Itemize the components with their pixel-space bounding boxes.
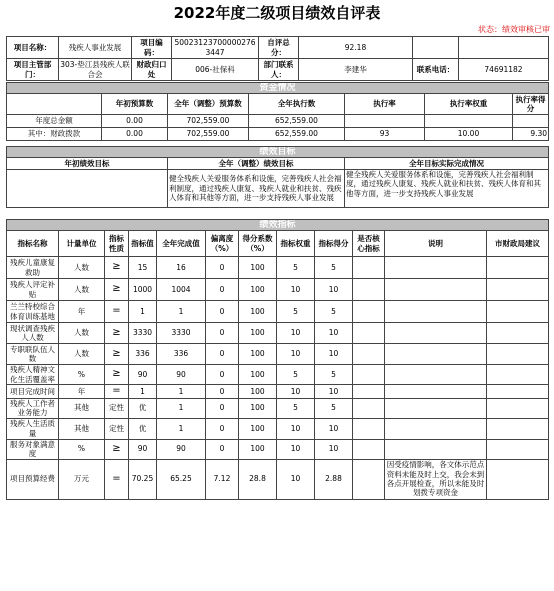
- funds-header: 执行率得分: [513, 94, 549, 115]
- indicator-header: 市财政局建议: [487, 231, 549, 257]
- table-row: [7, 323, 549, 344]
- table-row: [7, 257, 549, 279]
- funds-section-header: 资金情况: [7, 83, 549, 94]
- indicator-score: 10: [315, 418, 353, 439]
- indicator-score: 5: [315, 257, 353, 279]
- indicator-weight: 10: [277, 459, 315, 499]
- indicator-core: [353, 279, 385, 301]
- indicator-name: 兰兰特校综合体育训练基地: [7, 301, 59, 323]
- indicator-dev: 0: [206, 439, 239, 459]
- indicator-header: 说明: [385, 231, 487, 257]
- table-row: [7, 115, 549, 128]
- indicator-name: 残疾人评定补贴: [7, 279, 59, 301]
- funds-row-label: 其中：财政拨款: [7, 128, 102, 141]
- indicator-dev: 0: [206, 257, 239, 279]
- indicator-score: 5: [315, 365, 353, 385]
- indicator-core: [353, 301, 385, 323]
- indicator-header: 得分系数（%）: [239, 231, 277, 257]
- indicator-unit: 人数: [59, 323, 105, 344]
- indicator-score: 10: [315, 323, 353, 344]
- indicator-coef: 100: [239, 323, 277, 344]
- indicator-score: 10: [315, 439, 353, 459]
- indicator-coef: 100: [239, 439, 277, 459]
- indicator-core: [353, 439, 385, 459]
- funds-cell: 702,559.00: [168, 128, 249, 141]
- goal-actual: 健全残疾人关爱服务体系和设施，完善残疾人社会福利制度，通过残疾人康复、残疾人就业和扶贫、残疾人体育和其他等方面，进一步支持残疾人事业发展: [345, 170, 549, 208]
- indicator-note: [385, 323, 487, 344]
- indicator-note: [385, 301, 487, 323]
- indicator-nature: =: [105, 385, 129, 399]
- indicator-name: 服务对象满意度: [7, 439, 59, 459]
- indicator-name: 残疾儿童康复救助: [7, 257, 59, 279]
- indicator-header: 全年完成值: [157, 231, 206, 257]
- phone-label: 联系电话：: [413, 59, 459, 81]
- indicator-done: 90: [157, 439, 206, 459]
- indicators-section-header: 绩效指标: [7, 220, 549, 231]
- status-label: 状态：绩效审核已审: [478, 25, 550, 34]
- indicator-done: 1: [157, 385, 206, 399]
- indicator-unit: 人数: [59, 257, 105, 279]
- indicator-done: 1004: [157, 279, 206, 301]
- funds-cell: 0.00: [102, 115, 168, 128]
- indicator-unit: 年: [59, 385, 105, 399]
- indicator-value: 优: [129, 398, 157, 418]
- indicator-nature: ≥: [105, 257, 129, 279]
- indicator-unit: 人数: [59, 344, 105, 365]
- indicator-value: 70.25: [129, 459, 157, 499]
- indicator-core: [353, 323, 385, 344]
- indicator-header: 是否核心指标: [353, 231, 385, 257]
- indicator-coef: 28.8: [239, 459, 277, 499]
- indicator-note: [385, 257, 487, 279]
- indicator-value: 优: [129, 418, 157, 439]
- indicator-core: [353, 398, 385, 418]
- indicator-header: 指标权重: [277, 231, 315, 257]
- project-name-label: 项目名称：: [7, 37, 59, 59]
- indicator-value: 336: [129, 344, 157, 365]
- funds-header: 全年执行数: [249, 94, 345, 115]
- indicator-note: [385, 344, 487, 365]
- funds-header: 全年（调整）预算数: [168, 94, 249, 115]
- indicator-dev: 0: [206, 323, 239, 344]
- funds-cell: 652,559.00: [249, 115, 345, 128]
- funds-cell: [425, 115, 513, 128]
- indicator-coef: 100: [239, 418, 277, 439]
- indicator-nature: ≥: [105, 279, 129, 301]
- indicator-dev: 0: [206, 344, 239, 365]
- indicator-weight: 5: [277, 257, 315, 279]
- self-score-label: 自评总分：: [259, 37, 299, 59]
- indicator-coef: 100: [239, 385, 277, 399]
- phone: 74691182: [459, 59, 549, 81]
- table-row: [7, 439, 549, 459]
- indicator-weight: 10: [277, 323, 315, 344]
- indicator-nature: ≥: [105, 439, 129, 459]
- indicator-core: [353, 344, 385, 365]
- indicator-done: 1: [157, 398, 206, 418]
- contact-label: 部门联系人：: [259, 59, 299, 81]
- indicator-coef: 100: [239, 398, 277, 418]
- indicator-dev: 0: [206, 418, 239, 439]
- indicator-note: [385, 439, 487, 459]
- indicator-weight: 5: [277, 301, 315, 323]
- indicator-coef: 100: [239, 279, 277, 301]
- table-row: [7, 385, 549, 399]
- indicator-score: 2.88: [315, 459, 353, 499]
- goals-table: [6, 146, 549, 208]
- indicator-done: 1: [157, 301, 206, 323]
- indicator-coef: 100: [239, 365, 277, 385]
- goal-initial: [7, 170, 168, 208]
- table-row: [7, 279, 549, 301]
- finance: 006-社保科: [172, 59, 259, 81]
- funds-cell: 93: [345, 128, 425, 141]
- indicators-table: [6, 219, 549, 500]
- dept: 303-垫江县残疾人联合会: [60, 60, 130, 79]
- indicator-advice: [487, 257, 549, 279]
- finance-label: 财政归口处: [132, 59, 172, 81]
- goals-header: 全年（调整）绩效目标: [168, 158, 345, 170]
- indicator-coef: 100: [239, 301, 277, 323]
- indicator-core: [353, 257, 385, 279]
- indicator-advice: [487, 344, 549, 365]
- indicator-dev: 0: [206, 365, 239, 385]
- indicator-advice: [487, 323, 549, 344]
- indicator-name: 项目完成时间: [7, 385, 59, 399]
- indicator-name: 专职联队伍人数: [7, 344, 59, 365]
- indicator-header: 指标名称: [7, 231, 59, 257]
- indicator-value: 1: [129, 385, 157, 399]
- indicator-note: [385, 385, 487, 399]
- indicator-note: [385, 398, 487, 418]
- indicator-value: 90: [129, 439, 157, 459]
- funds-cell: 10.00: [425, 128, 513, 141]
- indicator-nature: ≥: [105, 323, 129, 344]
- indicator-note: 因受疫情影响，各文体示范点资料未能及时上交，我会未到各点开展检查，所以未能及时划拨专项资金: [385, 459, 487, 499]
- indicator-advice: [487, 301, 549, 323]
- goals-header: 年初绩效目标: [7, 158, 168, 170]
- funds-header: 执行率: [345, 94, 425, 115]
- indicator-done: 90: [157, 365, 206, 385]
- indicator-value: 15: [129, 257, 157, 279]
- indicator-weight: 10: [277, 418, 315, 439]
- indicator-unit: 其他: [59, 398, 105, 418]
- indicator-note: [385, 418, 487, 439]
- indicator-weight: 5: [277, 365, 315, 385]
- indicator-done: 65.25: [157, 459, 206, 499]
- indicator-value: 90: [129, 365, 157, 385]
- indicator-done: 3330: [157, 323, 206, 344]
- table-row: [7, 301, 549, 323]
- table-row: [7, 459, 549, 499]
- indicator-score: 5: [315, 398, 353, 418]
- project-code: 500231237000002763447: [172, 37, 259, 59]
- indicator-advice: [487, 365, 549, 385]
- indicator-done: 336: [157, 344, 206, 365]
- indicator-nature: =: [105, 459, 129, 499]
- indicator-dev: 0: [206, 279, 239, 301]
- indicator-score: 10: [315, 385, 353, 399]
- indicator-score: 10: [315, 279, 353, 301]
- table-row: [7, 344, 549, 365]
- indicator-value: 1: [129, 301, 157, 323]
- indicator-header: 偏离度（%）: [206, 231, 239, 257]
- table-row: [7, 398, 549, 418]
- indicator-core: [353, 385, 385, 399]
- indicator-score: 5: [315, 301, 353, 323]
- indicator-advice: [487, 279, 549, 301]
- indicator-note: [385, 365, 487, 385]
- table-row: [7, 418, 549, 439]
- indicator-weight: 10: [277, 385, 315, 399]
- indicator-core: [353, 365, 385, 385]
- indicator-dev: 7.12: [206, 459, 239, 499]
- indicator-value: 1000: [129, 279, 157, 301]
- page-title: 2022年度二级项目绩效自评表: [173, 4, 381, 22]
- indicator-score: 10: [315, 344, 353, 365]
- indicator-advice: [487, 439, 549, 459]
- funds-row-label: 年度总金额: [7, 115, 102, 128]
- goals-section-header: 绩效目标: [7, 147, 549, 158]
- indicator-unit: 年: [59, 301, 105, 323]
- indicator-header: 指标得分: [315, 231, 353, 257]
- indicator-advice: [487, 418, 549, 439]
- indicator-name: 残疾人精神文化生活覆盖率: [7, 365, 59, 385]
- table-row: [7, 365, 549, 385]
- indicator-done: 1: [157, 418, 206, 439]
- indicator-header: 计量单位: [59, 231, 105, 257]
- goals-header: 全年目标实际完成情况: [345, 158, 549, 170]
- indicator-advice: [487, 385, 549, 399]
- project-name: 残疾人事业发展: [59, 37, 132, 59]
- indicator-coef: 100: [239, 344, 277, 365]
- indicator-nature: ≥: [105, 365, 129, 385]
- indicator-name: 现状调查残疾人人数: [7, 323, 59, 344]
- indicator-unit: 其他: [59, 418, 105, 439]
- indicator-advice: [487, 459, 549, 499]
- indicator-dev: 0: [206, 385, 239, 399]
- funds-cell: 652,559.00: [249, 128, 345, 141]
- self-score: 92.18: [299, 37, 413, 59]
- indicator-unit: %: [59, 365, 105, 385]
- indicator-unit: 人数: [59, 279, 105, 301]
- indicator-nature: 定性: [105, 398, 129, 418]
- indicator-dev: 0: [206, 301, 239, 323]
- funds-cell: 0.00: [102, 128, 168, 141]
- project-code-label: 项目编码：: [132, 37, 172, 59]
- indicator-nature: ≥: [105, 344, 129, 365]
- funds-cell: 9.30: [513, 128, 549, 141]
- info-table: [6, 36, 549, 81]
- contact: 李建华: [299, 59, 413, 81]
- indicator-core: [353, 418, 385, 439]
- indicator-advice: [487, 398, 549, 418]
- indicator-name: 残疾人生活质量: [7, 418, 59, 439]
- indicator-name: 项目预算经费: [7, 459, 59, 499]
- indicator-coef: 100: [239, 257, 277, 279]
- indicator-nature: =: [105, 301, 129, 323]
- indicator-nature: 定性: [105, 418, 129, 439]
- goal-adjusted: 健全残疾人关爱服务体系和设施，完善残疾人社会福利制度，通过残疾人康复、残疾人就业和扶贫、残疾人体育和其他等方面，进一步支持残疾人事业发展: [168, 170, 345, 208]
- indicator-weight: 10: [277, 344, 315, 365]
- indicator-weight: 10: [277, 439, 315, 459]
- table-row: [7, 128, 549, 141]
- indicator-header: 指标性质: [105, 231, 129, 257]
- indicator-done: 16: [157, 257, 206, 279]
- funds-header: 年初预算数: [102, 94, 168, 115]
- indicator-name: 残疾人工作者业务能力: [7, 398, 59, 418]
- dept-label: 项目主管部门：: [7, 59, 59, 81]
- indicator-core: [353, 459, 385, 499]
- funds-cell: [345, 115, 425, 128]
- indicator-weight: 10: [277, 279, 315, 301]
- indicator-unit: %: [59, 439, 105, 459]
- indicator-value: 3330: [129, 323, 157, 344]
- funds-table: [6, 82, 549, 141]
- indicator-weight: 5: [277, 398, 315, 418]
- indicator-dev: 0: [206, 398, 239, 418]
- indicator-note: [385, 279, 487, 301]
- funds-cell: 702,559.00: [168, 115, 249, 128]
- funds-header: 执行率权重: [425, 94, 513, 115]
- funds-cell: [513, 115, 549, 128]
- indicator-header: 指标值: [129, 231, 157, 257]
- indicator-unit: 万元: [59, 459, 105, 499]
